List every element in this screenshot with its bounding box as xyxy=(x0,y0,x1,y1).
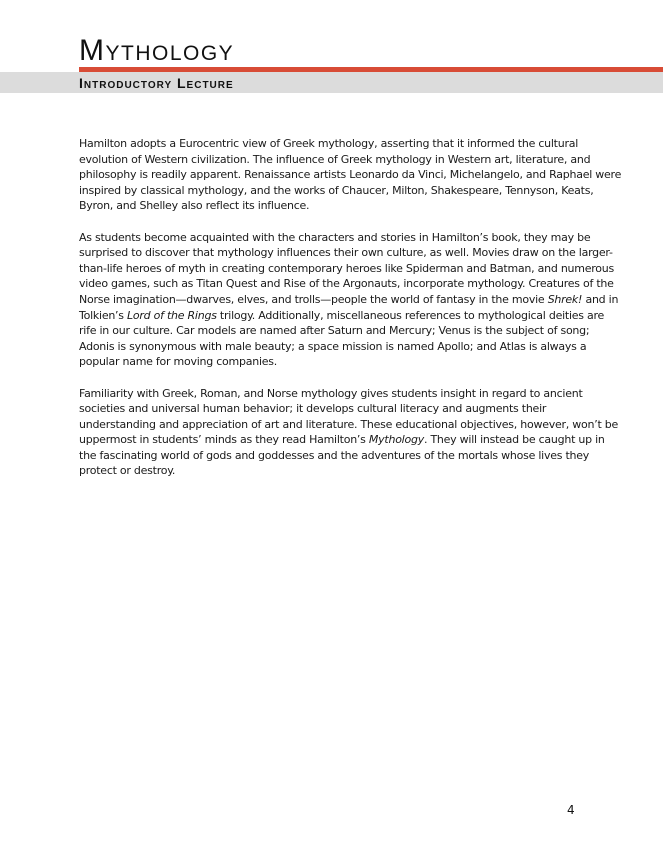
paragraph-2-text-c: trilogy. Additionally, miscellaneous references to mythological deities are rife in our culture. Car models are named after Saturn and Mercury; Venus is the subject of song; Adonis is synonymous with male beauty; a space mission is named Apollo; and Atlas is always a popular name for moving companies. xyxy=(79,308,605,369)
paragraph-3-text-b: . They will instead be caught up in the fascinating world of gods and goddesses and the adventures of the mortals whose lives they protect or destroy. xyxy=(79,433,605,478)
movie-title-shrek: Shrek! xyxy=(547,292,583,306)
book-title-mythology: Mythology xyxy=(368,433,424,447)
page-number: 4 xyxy=(567,803,575,817)
paragraph-2-text-b: and in Tolkien’s xyxy=(79,292,619,322)
paragraph-2-text-a: As students become acquainted with the characters and stories in Hamilton’s book, they may be surprised to discover that mythology influences their own culture, as well. Movies draw on the larger-than-life heroes of myth in creating contemporary heroes like Spiderman and Batman, and numerous video games, such as Titan Quest and Rise of the Argonauts, incorporate mythology. Creatures of the Norse imagination—dwarves, elves, and trolls—people the world of fantasy in the movie xyxy=(79,230,614,306)
page-title: Mythology xyxy=(79,34,235,67)
section-subtitle: Introductory Lecture xyxy=(79,75,234,91)
book-title-lord-of-the-rings: Lord of the Rings xyxy=(127,308,217,322)
paragraph-3-text-a: Familiarity with Greek, Roman, and Norse mythology gives students insight in regard to ancient societies and universal human behavior; it develops cultural literacy and augments their understanding and appreciation of art and literature. These educational objectives, however, won’t be uppermost in students’ minds as they read Hamilton’s xyxy=(79,386,619,447)
lecture-body xyxy=(79,136,624,495)
paragraph-2 xyxy=(79,230,624,370)
subtitle-band xyxy=(0,72,663,93)
paragraph-3 xyxy=(79,386,624,480)
paragraph-1: Hamilton adopts a Eurocentric view of Greek mythology, asserting that it informed the cultural evolution of Western civilization. The influence of Greek mythology in Western art, literature, and philosophy is readily apparent. Renaissance artists Leonardo da Vinci, Michelangelo, and Raphael were inspired by classical mythology, and the works of Chaucer, Milton, Shakespeare, Tennyson, Keats, Byron, and Shelley also reflect its influence. xyxy=(79,137,622,213)
